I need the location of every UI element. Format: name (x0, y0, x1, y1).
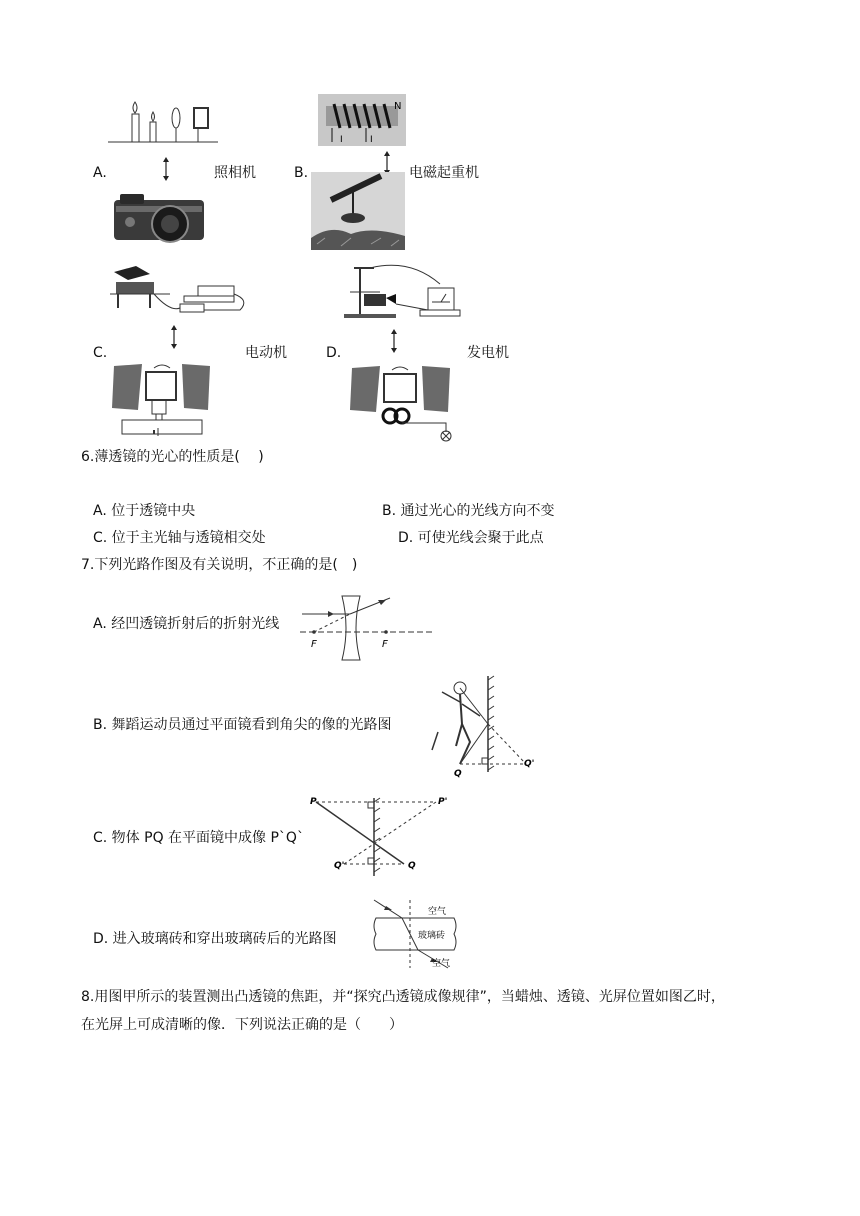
point-label: P (310, 797, 317, 807)
current-label: I (340, 135, 343, 145)
option-letter: C. (93, 345, 108, 361)
glass-brick-refraction-diagram (370, 896, 460, 972)
option-name: 照相机 (214, 165, 256, 181)
option-letter: D. (326, 345, 342, 361)
north-pole-label: N (394, 101, 402, 112)
current-label: I (370, 135, 373, 145)
double-arrow-icon (168, 324, 180, 350)
option-letter: B. (294, 165, 309, 181)
image-point-label: Q' (334, 861, 345, 871)
option-letter: A. (93, 165, 107, 181)
double-arrow-icon (160, 156, 172, 182)
question-8-stem-line2: 在光屏上可成清晰的像．下列说法正确的是（ ） (81, 1017, 403, 1033)
q7-option-b: B. 舞蹈运动员通过平面镜看到角尖的像的光路图 (93, 717, 392, 733)
plane-mirror-image-diagram (308, 792, 458, 882)
generator-principle-diagram (350, 362, 458, 442)
glass-label: 玻璃砖 (418, 931, 446, 941)
dancer-mirror-diagram (426, 672, 538, 778)
motor-principle-diagram (112, 360, 212, 440)
crane-photo (311, 172, 405, 250)
candle-lens-screen-diagram (108, 96, 218, 148)
question-6-stem: 6.薄透镜的光心的性质是( ) (81, 449, 264, 465)
q7-option-c: C. 物体 PQ 在平面镜中成像 P`Q` (93, 830, 304, 846)
image-point-label: Q' (524, 759, 535, 769)
q7-option-a: A. 经凹透镜折射后的折射光线 (93, 616, 280, 632)
focus-label: F (311, 639, 317, 650)
point-label: Q (454, 769, 462, 778)
q6-option-b: B. 通过光心的光线方向不变 (382, 503, 555, 519)
option-name: 发电机 (467, 345, 509, 361)
electromagnet-coil-diagram (318, 94, 406, 146)
question-8-stem-line1: 8.用图甲所示的装置测出凸透镜的焦距，并“探究凸透镜成像规律”，当蜡烛、透镜、光屏位置如图乙时， (81, 989, 725, 1005)
question-7-stem: 7.下列光路作图及有关说明，不正确的是( ) (81, 557, 358, 573)
q6-option-c: C. 位于主光轴与透镜相交处 (93, 530, 266, 546)
camera-photo (110, 186, 210, 248)
q6-option-a: A. 位于透镜中央 (93, 503, 196, 519)
option-name: 电磁起重机 (409, 165, 479, 181)
double-arrow-icon (388, 328, 400, 354)
air-label: 空气 (432, 959, 451, 969)
q7-option-d: D. 进入玻璃砖和穿出玻璃砖后的光路图 (93, 931, 337, 947)
option-name: 电动机 (245, 345, 287, 361)
air-label: 空气 (428, 907, 447, 917)
point-label: Q (408, 861, 416, 871)
motor-circuit-apparatus (110, 264, 252, 316)
focus-label: F (382, 639, 388, 650)
image-point-label: P' (438, 797, 448, 807)
generator-circuit-apparatus (340, 262, 464, 320)
q6-option-d: D. 可使光线会聚于此点 (398, 530, 544, 546)
concave-lens-ray-diagram (298, 592, 434, 664)
